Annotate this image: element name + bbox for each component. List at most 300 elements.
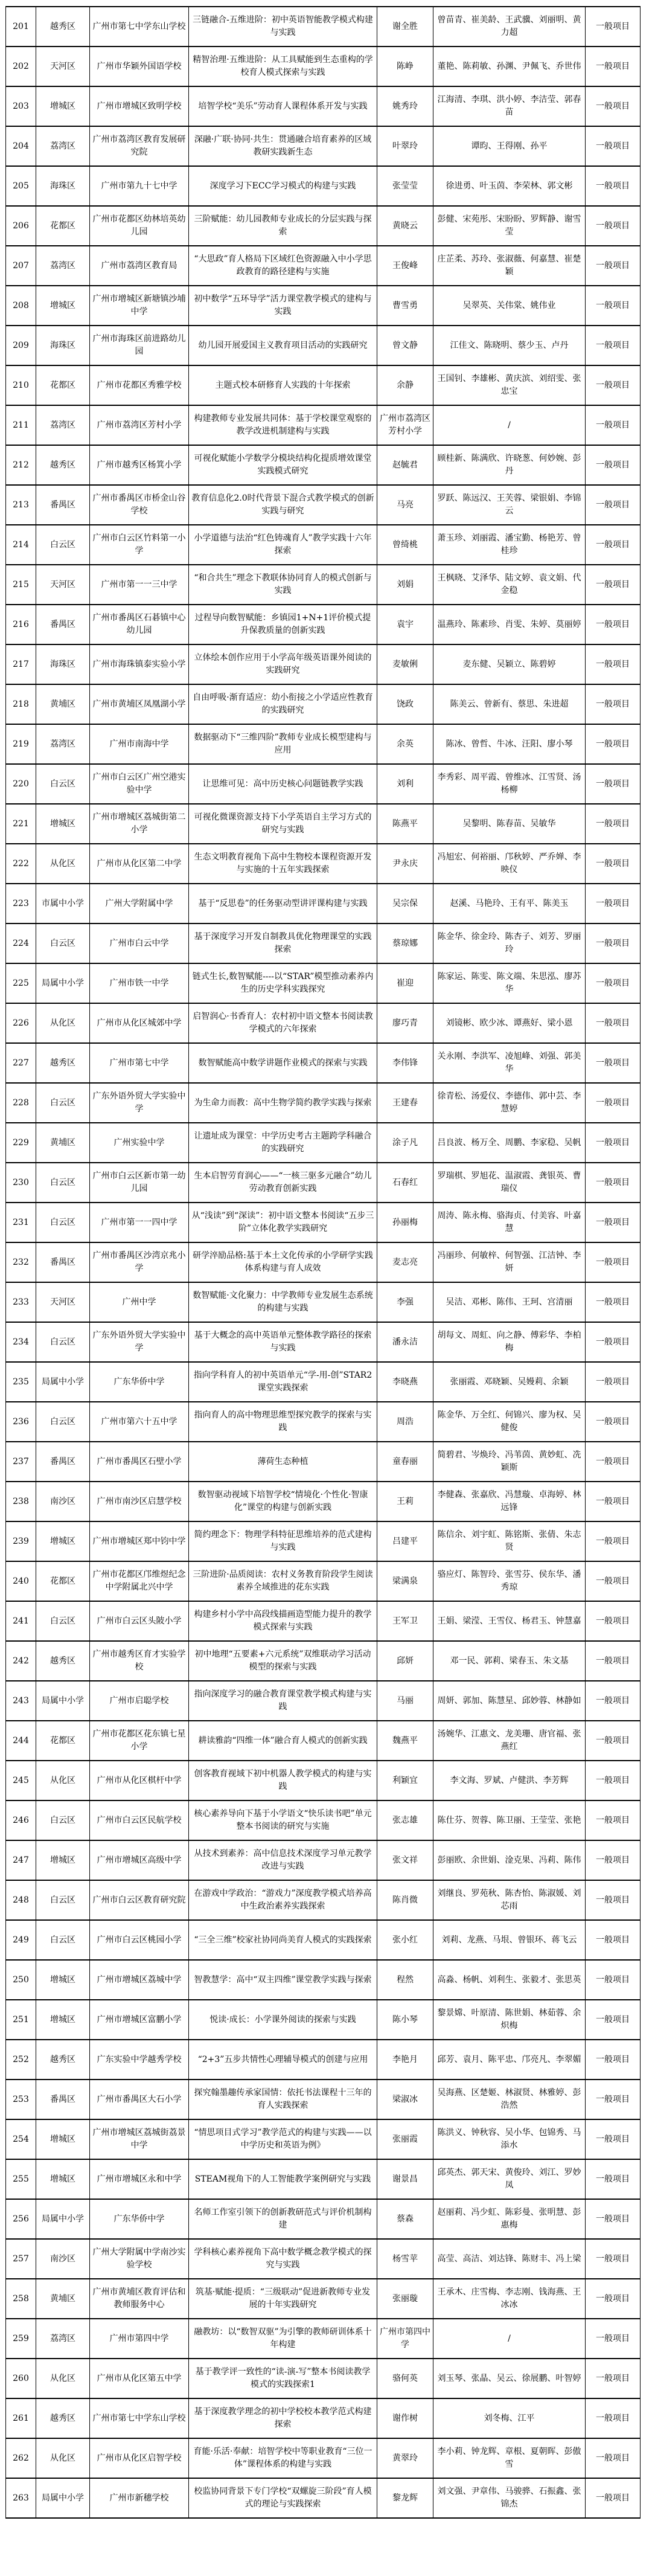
cell-type: 一般项目 (586, 2438, 641, 2478)
cell-num: 211 (6, 405, 36, 445)
cell-leader: 黄翠玲 (377, 2438, 433, 2478)
table-row (6, 2279, 641, 2319)
cell-title: 自由呼吸·渐育适应：幼小衔接之小学适应性教育的实践研究 (189, 684, 377, 724)
cell-members: 邱英杰、郭天宋、黄俊玲、刘江、罗妙凤 (433, 2159, 586, 2199)
cell-num: 223 (6, 884, 36, 923)
cell-members: 邓一民、郭莉、梁春玉、朱文基 (433, 1641, 586, 1681)
cell-title: 培智学校“美乐”劳动育人课程体系开发与实践 (189, 86, 377, 126)
cell-title: 教育信息化2.0时代背景下混合式教学模式的创新实践与研究 (189, 485, 377, 525)
cell-school: 广州市南海中学 (90, 724, 189, 764)
cell-leader: 马丽 (377, 1681, 433, 1721)
cell-num: 243 (6, 1681, 36, 1721)
cell-district: 白云区 (36, 1800, 90, 1840)
cell-members: 王娟、梁滢、王雪仪、杨君玉、钟慧嘉 (433, 1601, 586, 1641)
cell-school: 广州市增城区新塘镇沙埔中学 (90, 286, 189, 326)
cell-school: 广州市荔湾区芳村小学 (90, 405, 189, 445)
cell-leader: 陈小琴 (377, 2000, 433, 2040)
cell-num: 225 (6, 963, 36, 1003)
cell-school: 广州市白云区新市第一幼儿园 (90, 1163, 189, 1203)
cell-leader: 张志雄 (377, 1800, 433, 1840)
cell-members: 黎景嫦、叶原清、陈世娟、林茹蓉、余炽梅 (433, 2000, 586, 2040)
cell-district: 增城区 (36, 1960, 90, 2000)
cell-num: 219 (6, 724, 36, 764)
cell-type: 一般项目 (586, 1003, 641, 1043)
cell-title: 从技术到素养：高中信息技术深度学习单元教学改进与实践 (189, 1840, 377, 1880)
cell-title: 深融·广联·协同·共生：贯通融合培育素养的区域教研实践新生态 (189, 126, 377, 166)
cell-district: 荔湾区 (36, 405, 90, 445)
cell-members: 刘玉琴、张晶、吴云、徐展鹏、叶智婷 (433, 2359, 586, 2398)
cell-district: 局属中小学 (36, 1362, 90, 1402)
cell-type: 一般项目 (586, 1442, 641, 1482)
cell-leader: 麦敏俐 (377, 644, 433, 684)
cell-num: 216 (6, 605, 36, 644)
cell-school: 广州市第一一四中学 (90, 1203, 189, 1242)
cell-leader: 王莉 (377, 1482, 433, 1521)
cell-district: 番禺区 (36, 2080, 90, 2119)
table-row (6, 923, 641, 963)
cell-district: 花都区 (36, 1721, 90, 1761)
cell-district: 从化区 (36, 844, 90, 884)
table-row (6, 1282, 641, 1322)
cell-num: 259 (6, 2319, 36, 2359)
cell-title: 筑基·赋能·提质：“三级联动”促进新教师专业发展的十年实践研究 (189, 2279, 377, 2319)
cell-school: 广州市从化区城郊中学 (90, 1003, 189, 1043)
table-row (6, 565, 641, 605)
cell-type: 一般项目 (586, 2279, 641, 2319)
cell-leader: 童春丽 (377, 1442, 433, 1482)
cell-members: 庄芷柔、苏玲、张淑薇、何嘉慧、崔楚颖 (433, 246, 586, 286)
cell-leader: 刘利 (377, 764, 433, 804)
cell-leader: 梁满泉 (377, 1561, 433, 1601)
cell-type: 一般项目 (586, 844, 641, 884)
cell-school: 广州市番禺区沙湾京兆小学 (90, 1242, 189, 1282)
cell-district: 白云区 (36, 1601, 90, 1641)
cell-leader: 崔迎 (377, 963, 433, 1003)
table-row (6, 1761, 641, 1800)
cell-school: 广州市番禺区大石小学 (90, 2080, 189, 2119)
cell-district: 越秀区 (36, 7, 90, 47)
cell-members: 周涛、陈永梅、骆海贞、付美容、叶嘉慧 (433, 1203, 586, 1242)
cell-district: 番禺区 (36, 605, 90, 644)
cell-school: 广州市白云区头陂小学 (90, 1601, 189, 1641)
cell-leader: 陈燕平 (377, 804, 433, 844)
cell-title: 在游戏中学政治：“游戏力”深度教学模式培养高中生政治素养实践探索 (189, 1880, 377, 1920)
cell-type: 一般项目 (586, 1163, 641, 1203)
cell-school: 广州市第九十七中学 (90, 166, 189, 206)
cell-leader: 杨雪苹 (377, 2239, 433, 2279)
cell-district: 天河区 (36, 47, 90, 86)
cell-num: 218 (6, 684, 36, 724)
cell-school: 广州市铁一中学 (90, 963, 189, 1003)
cell-leader: 廖巧青 (377, 1003, 433, 1043)
cell-district: 荔湾区 (36, 246, 90, 286)
cell-school: 广州市白云区桃园小学 (90, 1920, 189, 1960)
table-row (6, 1880, 641, 1920)
cell-district: 天河区 (36, 565, 90, 605)
table-row (6, 1123, 641, 1163)
cell-num: 212 (6, 445, 36, 485)
cell-title: 立体绘本创作应用于小学高年级英语课外阅读的实践研究 (189, 644, 377, 684)
cell-school: 广州市从化区启智学校 (90, 2438, 189, 2478)
cell-members: 陈冰、曾哲、牛冰、汪阳、廖小琴 (433, 724, 586, 764)
cell-district: 从化区 (36, 2359, 90, 2398)
cell-members: 王承木、庄雪梅、李志刚、钱海燕、王冰冰 (433, 2279, 586, 2319)
table-row (6, 445, 641, 485)
table-row (6, 1362, 641, 1402)
cell-num: 227 (6, 1043, 36, 1083)
cell-members: 王国钊、李雄彬、黄庆滨、刘绍雯、张忠宝 (433, 365, 586, 405)
cell-district: 白云区 (36, 525, 90, 565)
cell-type: 一般项目 (586, 684, 641, 724)
cell-num: 206 (6, 206, 36, 246)
cell-type: 一般项目 (586, 286, 641, 326)
table-row (6, 724, 641, 764)
cell-members: 刘莉、龙燕、马垠、曾银环、蒋飞云 (433, 1920, 586, 1960)
cell-school: 广州市白云区广州空港实验中学 (90, 764, 189, 804)
table-row (6, 326, 641, 365)
cell-district: 增城区 (36, 1521, 90, 1561)
table-row (6, 1920, 641, 1960)
cell-leader: 王俊峰 (377, 246, 433, 286)
cell-members: 陈洪义、钟秋容、吴小华、包锦秀、马添水 (433, 2119, 586, 2159)
cell-members: 温燕玲、陈素珍、肖雯、朱婷、莫丽婷 (433, 605, 586, 644)
table-row (6, 2000, 641, 2040)
cell-members: 关永刚、李洪军、凌旭峰、刘强、郭美华 (433, 1043, 586, 1083)
table-row (6, 525, 641, 565)
cell-leader: 李强 (377, 1282, 433, 1322)
cell-num: 226 (6, 1003, 36, 1043)
cell-title: 薄荷生态种植 (189, 1442, 377, 1482)
table-row (6, 2438, 641, 2478)
cell-members: 赵丽莉、冯少虹、陈彩曼、张明慧、彭惠梅 (433, 2199, 586, 2239)
cell-district: 局属中小学 (36, 963, 90, 1003)
cell-school: 广州市从化区第五中学 (90, 2359, 189, 2398)
cell-leader: 张丽璇 (377, 2279, 433, 2319)
cell-title: 幼儿园开展爱国主义教育项目活动的实践研究 (189, 326, 377, 365)
cell-school: 广州市海珠镇泰实验小学 (90, 644, 189, 684)
table-row (6, 2478, 641, 2518)
table-row (6, 2119, 641, 2159)
cell-district: 黄埔区 (36, 684, 90, 724)
cell-type: 一般项目 (586, 2119, 641, 2159)
projects-table (5, 6, 641, 2519)
cell-title: 初中地理“五要素+六元系统”双维联动学习活动模型的探索与实践 (189, 1641, 377, 1681)
cell-title: 为生命力而教：高中生物学简约教学实践与探索 (189, 1083, 377, 1123)
cell-num: 224 (6, 923, 36, 963)
cell-leader: 李伟锋 (377, 1043, 433, 1083)
table-row (6, 2199, 641, 2239)
cell-leader: 叶翠玲 (377, 126, 433, 166)
table-row (6, 405, 641, 445)
cell-members: 汤婉华、江惠文、龙美珊、唐官福、张燕红 (433, 1721, 586, 1761)
cell-members: 简碧君、岑焕玲、冯苇茵、黄妙虹、冼颖斯 (433, 1442, 586, 1482)
table-row (6, 1521, 641, 1561)
cell-members: 高淼、杨帆、刘利生、张毅才、张思英 (433, 1960, 586, 2000)
cell-school: 广州市第七中学 (90, 1043, 189, 1083)
cell-district: 黄埔区 (36, 2279, 90, 2319)
cell-members: 冯丽珍、何敏梓、何智强、江洁钟、李妍 (433, 1242, 586, 1282)
cell-title: 初中数学“五环导学”活力课堂教学模式的建构与实践 (189, 286, 377, 326)
cell-school: 广州市第七中学东山学校 (90, 7, 189, 47)
cell-num: 215 (6, 565, 36, 605)
cell-school: 广州市花都区幼林培英幼儿园 (90, 206, 189, 246)
cell-leader: 曾文静 (377, 326, 433, 365)
cell-title: 数智赋能·文化聚力：中学教师专业发展生态系统的构建与实践 (189, 1282, 377, 1322)
cell-district: 南沙区 (36, 2239, 90, 2279)
cell-members: 陈信余、刘宇虹、陈铭斯、张倩、朱志贤 (433, 1521, 586, 1561)
cell-title: 指向深度学习的融合教育课堂教学模式构建与实践 (189, 1681, 377, 1721)
cell-leader: 李艳月 (377, 2040, 433, 2080)
cell-leader: 黄晓云 (377, 206, 433, 246)
cell-district: 番禺区 (36, 1442, 90, 1482)
cell-members: 胡每文、周虹、向之静、傅彩华、李柏梅 (433, 1322, 586, 1362)
table-row (6, 7, 641, 47)
cell-members: 彭丽欧、余世娟、淦克果、冯莉、陈伟 (433, 1840, 586, 1880)
table-row (6, 1800, 641, 1840)
table-row (6, 1163, 641, 1203)
cell-type: 一般项目 (586, 1561, 641, 1601)
table-row (6, 1960, 641, 2000)
cell-title: 名师工作室引领下的创新教研范式与评价机制构建 (189, 2199, 377, 2239)
table-row (6, 47, 641, 86)
cell-title: 悦读·成长：小学课外阅读的探索与实践 (189, 2000, 377, 2040)
cell-num: 235 (6, 1362, 36, 1402)
cell-school: 广州市越秀区杨箕小学 (90, 445, 189, 485)
cell-members: 周妍、郭加、陈慧星、邱妙蓉、林静如 (433, 1681, 586, 1721)
cell-num: 256 (6, 2199, 36, 2239)
cell-district: 白云区 (36, 1203, 90, 1242)
cell-school: 广州市从化区第二中学 (90, 844, 189, 884)
cell-num: 263 (6, 2478, 36, 2518)
cell-leader: 张莹莹 (377, 166, 433, 206)
cell-school: 广州市增城区永和中学 (90, 2159, 189, 2199)
cell-leader: 利颖宜 (377, 1761, 433, 1800)
cell-school: 广州市第四中学 (90, 2319, 189, 2359)
cell-num: 246 (6, 1800, 36, 1840)
cell-num: 257 (6, 2239, 36, 2279)
cell-members: 刘镜彬、欧少冰、谭燕好、梁小恩 (433, 1003, 586, 1043)
cell-title: 可视化微课资源支持下小学英语自主学习方式的研究与实践 (189, 804, 377, 844)
cell-num: 242 (6, 1641, 36, 1681)
table-row (6, 2159, 641, 2199)
cell-school: 广州市花都区邝维煜纪念中学附属北兴中学 (90, 1561, 189, 1601)
cell-title: 研学淬励品格:基于本土文化传承的小学研学实践体系构建与育人成效 (189, 1242, 377, 1282)
table-row (6, 804, 641, 844)
cell-num: 204 (6, 126, 36, 166)
cell-district: 花都区 (36, 206, 90, 246)
cell-school: 广州市黄埔区凤凰湖小学 (90, 684, 189, 724)
cell-district: 越秀区 (36, 1641, 90, 1681)
cell-school: 广东华侨中学 (90, 2199, 189, 2239)
cell-members: 彭健、宋苑彤、宋盼盼、罗辉静、谢雪莹 (433, 206, 586, 246)
cell-title: 创客教育视域下初中机器人教学模式的构建与实践 (189, 1761, 377, 1800)
cell-district: 从化区 (36, 1761, 90, 1800)
table-row (6, 1840, 641, 1880)
cell-title: “大思政”育人格局下区域红色资源融入中小学思政教育的路径建构与实施 (189, 246, 377, 286)
cell-title: 让思维可见：高中历史核心问题链教学实践 (189, 764, 377, 804)
cell-type: 一般项目 (586, 605, 641, 644)
cell-type: 一般项目 (586, 724, 641, 764)
cell-leader: 梁淑冰 (377, 2080, 433, 2119)
table-row (6, 844, 641, 884)
cell-type: 一般项目 (586, 326, 641, 365)
cell-members: 董艳、陈莉敏、孙渊、尹佩飞、乔世伟 (433, 47, 586, 86)
cell-type: 一般项目 (586, 525, 641, 565)
cell-title: 数智赋能高中数学讲题作业模式的探索与实践 (189, 1043, 377, 1083)
cell-type: 一般项目 (586, 1322, 641, 1362)
cell-type: 一般项目 (586, 485, 641, 525)
cell-school: 广东华侨中学 (90, 1362, 189, 1402)
cell-title: 校监协同背景下专门学校“双螺旋三阶段”育人模式的理论与实践探索 (189, 2478, 377, 2518)
cell-type: 一般项目 (586, 1521, 641, 1561)
cell-school: 广州市番禺区石碁镇中心幼儿园 (90, 605, 189, 644)
cell-title: 数据驱动下“三维四阶”教师专业成长模型建构与应用 (189, 724, 377, 764)
cell-members: 江佳文、陈晓明、蔡少玉、卢丹 (433, 326, 586, 365)
table-row (6, 1442, 641, 1482)
table-row (6, 286, 641, 326)
cell-type: 一般项目 (586, 365, 641, 405)
cell-type: 一般项目 (586, 1960, 641, 2000)
table-row (6, 764, 641, 804)
cell-members: 罗跃、陈远汉、王芙蓉、梁银娟、李锦云 (433, 485, 586, 525)
cell-leader: 蔡琼娜 (377, 923, 433, 963)
cell-type: 一般项目 (586, 445, 641, 485)
cell-school: 广东外语外贸大学实验中学 (90, 1322, 189, 1362)
cell-num: 245 (6, 1761, 36, 1800)
cell-num: 234 (6, 1322, 36, 1362)
cell-members: 刘冬梅、江平 (433, 2398, 586, 2438)
cell-title: 基于教学评一致性的“读-演-写”整本书阅读教学模式的实践探索1 (189, 2359, 377, 2398)
cell-num: 228 (6, 1083, 36, 1123)
cell-type: 一般项目 (586, 1800, 641, 1840)
cell-school: 广州市启聪学校 (90, 1681, 189, 1721)
cell-district: 增城区 (36, 2119, 90, 2159)
cell-leader: 王军卫 (377, 1601, 433, 1641)
cell-members: 骆应灯、陈智玲、张雪芬、侯东华、潘秀琼 (433, 1561, 586, 1601)
cell-title: “和合共生”理念下教联体协同育人的模式创新与实践 (189, 565, 377, 605)
cell-school: 广州市增城区荔城街荔景中学 (90, 2119, 189, 2159)
cell-type: 一般项目 (586, 2080, 641, 2119)
cell-leader: 张丽霞 (377, 2119, 433, 2159)
cell-district: 局属中小学 (36, 2478, 90, 2518)
cell-members: 赵溪、马艳玲、王有平、陈美玉 (433, 884, 586, 923)
cell-leader: 张文祥 (377, 1840, 433, 1880)
cell-num: 250 (6, 1960, 36, 2000)
table-row (6, 2040, 641, 2080)
cell-members: 陈美云、曾新有、蔡思、朱进超 (433, 684, 586, 724)
cell-leader: 骆何英 (377, 2359, 433, 2398)
cell-type: 一般项目 (586, 1242, 641, 1282)
cell-leader: 余静 (377, 365, 433, 405)
cell-num: 237 (6, 1442, 36, 1482)
cell-leader: 饶政 (377, 684, 433, 724)
cell-school: 广州市新穗学校 (90, 2478, 189, 2518)
cell-members: 李文海、罗斌、卢健洪、李芳辉 (433, 1761, 586, 1800)
table-row (6, 2359, 641, 2398)
table-row (6, 1561, 641, 1601)
cell-title: 链式生长,数智赋能----以“STAR”模型推动素养内生的历史学科实践探究 (189, 963, 377, 1003)
cell-leader: 吕建平 (377, 1521, 433, 1561)
cell-type: 一般项目 (586, 1840, 641, 1880)
cell-title: 基于深度教学理念的初中学校校本教学范式构建探索 (189, 2398, 377, 2438)
cell-school: 广州市花都区秀雅学校 (90, 365, 189, 405)
cell-district: 增城区 (36, 286, 90, 326)
cell-title: 数智驱动视域下培智学校“情境化·个性化·智康化”课堂的构建与创新实践 (189, 1482, 377, 1521)
cell-type: 一般项目 (586, 1880, 641, 1920)
cell-school: 广东实验中学越秀学校 (90, 2040, 189, 2080)
table-row (6, 1601, 641, 1641)
cell-members: 吴黎明、陈春苗、吴敏华 (433, 804, 586, 844)
cell-leader: 谢全胜 (377, 7, 433, 47)
cell-leader: 刘娟 (377, 565, 433, 605)
cell-title: 核心素养导向下基于小学语文“快乐读书吧”单元整本书阅读的研究与实施 (189, 1800, 377, 1840)
cell-district: 白云区 (36, 1163, 90, 1203)
cell-district: 增城区 (36, 2000, 90, 2040)
cell-leader: 程然 (377, 1960, 433, 2000)
cell-title: 育能·乐活·奉献：培智学校中等职业教育“三位一体”课程体系的构建与实践 (189, 2438, 377, 2478)
cell-members: 麦东健、吴颖立、陈碧婷 (433, 644, 586, 684)
cell-district: 白云区 (36, 1880, 90, 1920)
cell-leader: 王建春 (377, 1083, 433, 1123)
cell-members: / (433, 405, 586, 445)
cell-title: 智教慧学：高中“双主四维”课堂教学实践与探索 (189, 1960, 377, 2000)
cell-title: 简约理念下：物理学科特征思维培养的范式建构与实践 (189, 1521, 377, 1561)
cell-type: 一般项目 (586, 1681, 641, 1721)
cell-district: 市属中小学 (36, 884, 90, 923)
cell-leader: 魏燕平 (377, 1721, 433, 1761)
cell-members: 陈金华、徐金玲、陈杏子、刘芳、罗丽玲 (433, 923, 586, 963)
cell-num: 207 (6, 246, 36, 286)
cell-school: 广州中学 (90, 1282, 189, 1322)
cell-school: 广州市荔湾区教育局 (90, 246, 189, 286)
cell-type: 一般项目 (586, 1123, 641, 1163)
cell-type: 一般项目 (586, 2398, 641, 2438)
cell-num: 229 (6, 1123, 36, 1163)
cell-title: 精智治理·五维进阶：从工具赋能到生态重构的学校育人模式探索与实践 (189, 47, 377, 86)
cell-members: 张丽霞、邓晓颖、吴嫚莉、余颖 (433, 1362, 586, 1402)
cell-type: 一般项目 (586, 1761, 641, 1800)
cell-district: 白云区 (36, 1920, 90, 1960)
cell-school: 广州市海珠区前进路幼儿园 (90, 326, 189, 365)
cell-title: 可视化赋能小学数学分模块结构化提质增效课堂实践模式研究 (189, 445, 377, 485)
table-row (6, 2080, 641, 2119)
table-body (6, 7, 641, 2518)
cell-type: 一般项目 (586, 1641, 641, 1681)
cell-members: 李秀彩、周平霞、曾维冰、江雪贤、汤杨柳 (433, 764, 586, 804)
cell-type: 一般项目 (586, 884, 641, 923)
cell-title: 三链融合-五维进阶：初中英语智能教学模式构建与实践 (189, 7, 377, 47)
cell-leader: 麦志亮 (377, 1242, 433, 1282)
cell-type: 一般项目 (586, 923, 641, 963)
cell-type: 一般项目 (586, 7, 641, 47)
table-row (6, 126, 641, 166)
cell-type: 一般项目 (586, 1482, 641, 1521)
cell-leader: 曾绮桃 (377, 525, 433, 565)
cell-type: 一般项目 (586, 1282, 641, 1322)
cell-leader: 李晓燕 (377, 1362, 433, 1402)
table-row (6, 605, 641, 644)
cell-title: 融教坊：以“数智双驱”为引擎的教师研训体系十年构建 (189, 2319, 377, 2359)
cell-members: 王枫晓、艾泽华、陆文婷、袁文娟、代金稳 (433, 565, 586, 605)
cell-title: 从“浅读”到“深读”：初中语文整本书阅读“五步三阶”立体化教学实践研究 (189, 1203, 377, 1242)
cell-type: 一般项目 (586, 804, 641, 844)
cell-title: 启智润心·书香育人：农村初中语文整本书阅读教学模式的六年探索 (189, 1003, 377, 1043)
table-row (6, 884, 641, 923)
cell-district: 白云区 (36, 923, 90, 963)
cell-members: / (433, 2319, 586, 2359)
cell-district: 越秀区 (36, 2040, 90, 2080)
cell-leader: 潘永洁 (377, 1322, 433, 1362)
